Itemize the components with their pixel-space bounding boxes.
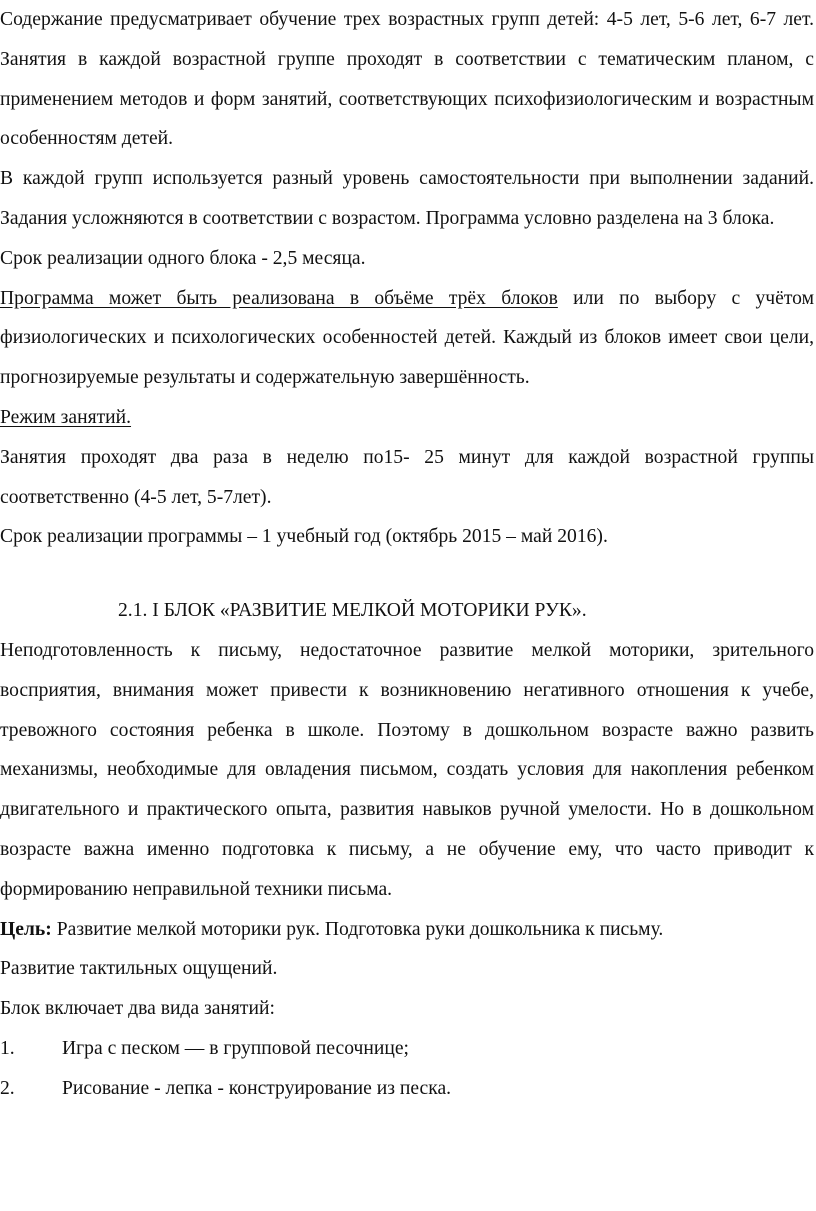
list-item [0,1069,816,1109]
paragraph-content-overview: Содержание предусматривает обучение трех возрастных групп детей: 4-5 лет, 5-6 лет, 6-7 лет. Занятия в каждой возрастной группе проходят в соответствии с тематическим планом, с применением методов и форм занятий, соответствующих психофизиологическим и возрастным особенностям детей. [0,9,814,150]
paragraph-independence-levels: В каждой групп используется разный уровень самостоятельности при выполнении заданий. Задания усложняются в соответствии с возрастом. Программа условно разделена на 3 блока. [0,168,814,229]
paragraph-schedule-title [0,398,816,438]
goal-text: Развитие мелкой моторики рук. Подготовка руки дошкольника к письму. [51,918,664,940]
paragraph-block-duration: Срок реализации одного блока - 2,5 месяца. [0,247,366,269]
program-scope-rest: или по выбору с учётом физиологических и психологических особенностей детей. Каждый из блоков имеет свои цели, прогнозируемые результаты и содержательную завершённость. [0,287,814,389]
paragraph-program-scope [0,279,816,398]
list-item-text: Рисование - лепка - конструирование из песка. [62,1077,452,1099]
paragraph-block-includes: Блок включает два вида занятий: [0,998,275,1020]
list-item-text: Игра с песком — в групповой песочнице; [62,1037,409,1059]
goal-label: Цель: [0,918,52,940]
list-item-number: 1. [0,1037,15,1059]
schedule-title: Режим занятий. [0,406,132,428]
list-item [0,1029,816,1069]
paragraph-schedule: Занятия проходят два раза в неделю по15- 25 минут для каждой возрастной группы соответственно (4-5 лет, 5-7лет). [0,446,814,508]
program-scope-underlined: Программа может быть реализована в объёме трёх блоков [0,287,558,309]
paragraph-tactile: Развитие тактильных ощущений. [0,958,278,980]
paragraph-program-term: Срок реализации программы – 1 учебный год (октябрь 2015 – май 2016). [0,526,608,548]
paragraph-goal [0,910,816,950]
paragraph-motor-skills: Неподготовленность к письму, недостаточное развитие мелкой моторики, зрительного восприятия, внимания может привести к возникновению негативного отношения к учебе, тревожного состояния ребенка в школе. Поэтому в дошкольном возрасте важно развить механизмы, необходимые для овладения письмом, создать условия для накопления ребенком двигательного и практического опыта, развития навыков ручной умелости. Но в дошкольном возрасте важна именно подготовка к письму, а не обучение ему, что часто приводит к формированию неправильной техники письма. [0,639,814,900]
section-heading: 2.1. I БЛОК «РАЗВИТИЕ МЕЛКОЙ МОТОРИКИ РУК». [118,600,587,622]
list-item-number: 2. [0,1077,15,1099]
